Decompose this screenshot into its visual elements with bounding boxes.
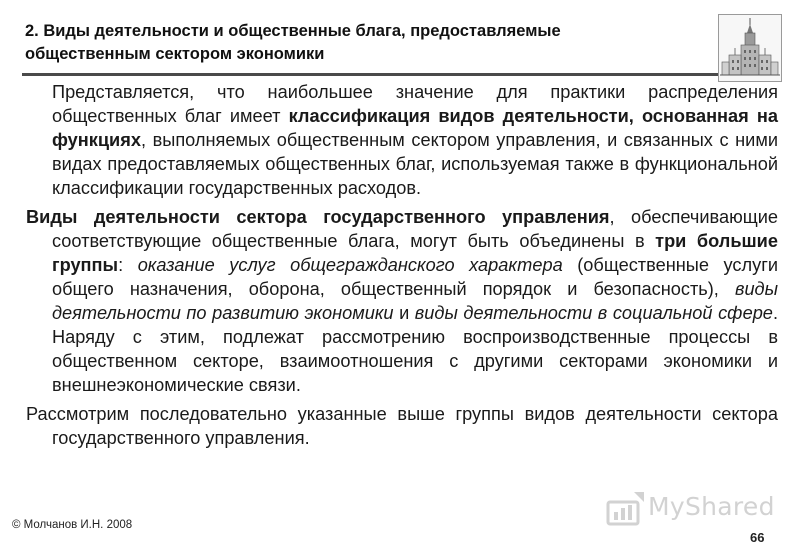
slide-title-line-1: 2. Виды деятельности и общественные блага, предоставляемые (25, 22, 561, 40)
slide-body (26, 80, 778, 450)
university-building-icon (718, 14, 782, 82)
watermark-text: MyShared (648, 492, 775, 521)
paragraph-2-text-4: и (393, 303, 415, 323)
paragraph-2-italic-1: оказание услуг общегражданского характера (137, 255, 563, 275)
slide-title-line-2: общественным сектором экономики (25, 45, 325, 63)
paragraph-2-italic-2: виды деятельности по развитию экономики (52, 279, 778, 323)
paragraph-2-text-3: (общественные услуги общего назначения, оборона, общественный порядок и безопасность), (52, 255, 779, 299)
paragraph-1-text-2: , выполняемых общественным сектором управления, и связанных с ними видах предоставляемых общественных благ, используемая также в функциональной классификации государственных расходов. (52, 130, 778, 198)
page-number: 66 (750, 530, 765, 545)
paragraph-2-text-1: , обеспечивающие соответствующие общественные блага, могут быть объединены в (52, 207, 778, 251)
paragraph-1 (26, 80, 778, 200)
footer-author: © Молчанов И.Н. 2008 (12, 519, 133, 531)
paragraph-2 (26, 205, 778, 397)
paragraph-3 (26, 402, 778, 450)
title-divider (22, 73, 722, 76)
paragraph-2-bold-2: три большие группы (52, 231, 778, 275)
paragraph-2-italic-3: виды деятельности в социальной сфере (414, 303, 773, 323)
slide-title (25, 20, 675, 66)
paragraph-1-text-1: Представляется, что наибольшее значение для практики распределения общественных благ имеет (52, 82, 778, 126)
paragraph-2-text-2: : (118, 255, 138, 275)
paragraph-1-bold-1: классификация видов деятельности, основанная на функциях (52, 106, 778, 150)
paragraph-2-text-5: . Наряду с этим, подлежат рассмотрению воспроизводственные процессы в общественном секторе, взаимоотношения с другими секторами экономики и внешнеэкономические связи. (52, 303, 778, 395)
paragraph-2-bold-1: Виды деятельности сектора государственного управления (26, 207, 610, 227)
paragraph-3-text-1: Рассмотрим последовательно указанные выше группы видов деятельности сектора государственного управления. (26, 404, 778, 448)
myshared-watermark (604, 488, 784, 528)
myshared-logo-icon (604, 488, 646, 528)
